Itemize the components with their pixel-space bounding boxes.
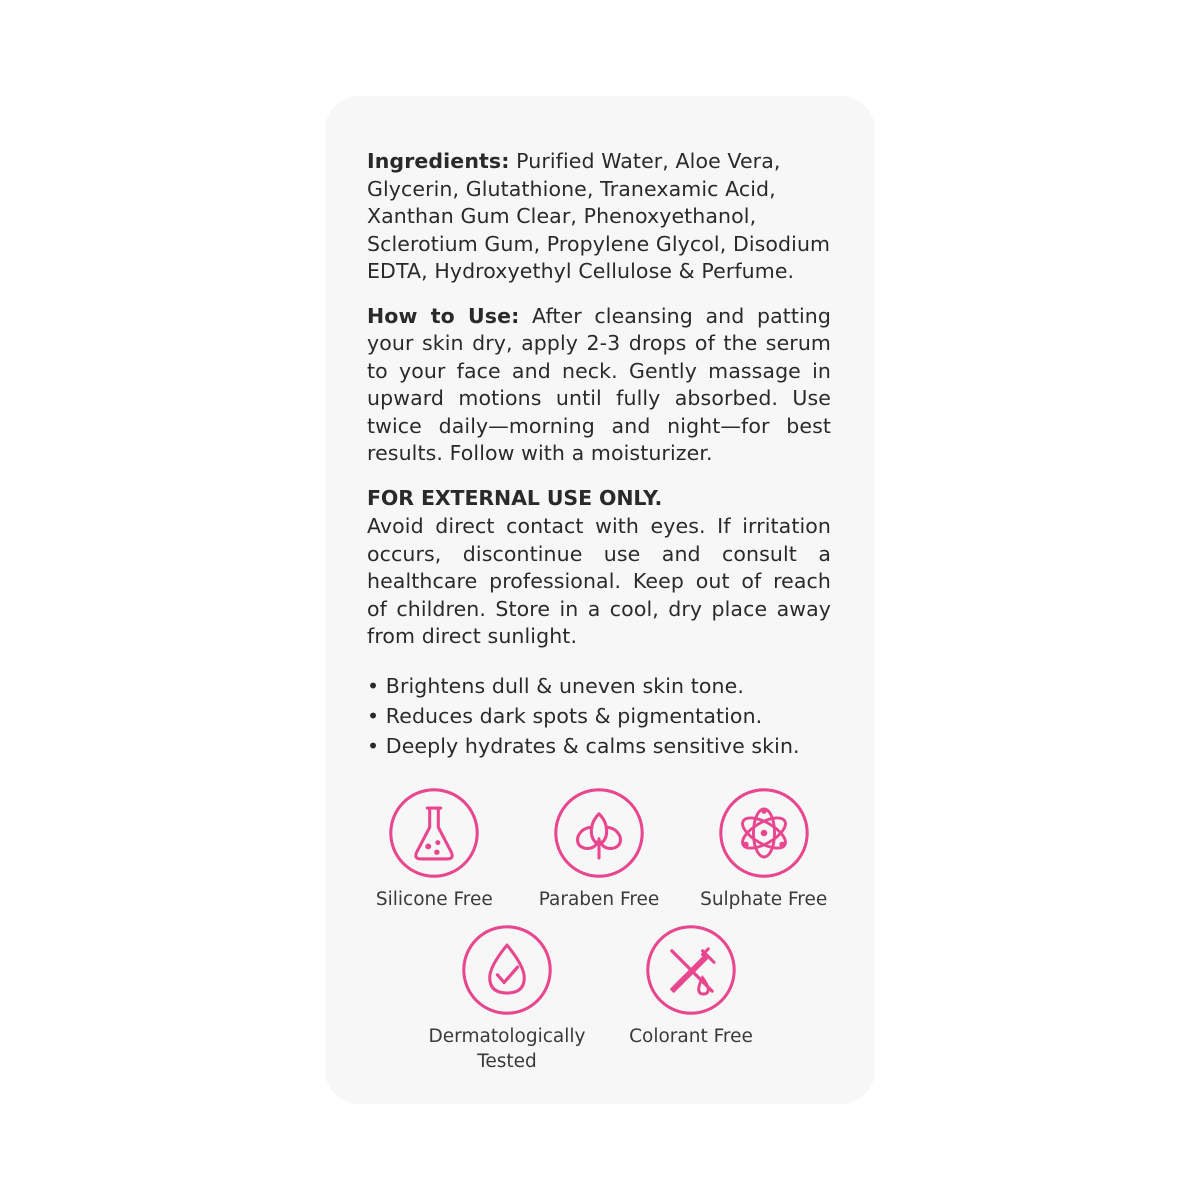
dropper-crossed-icon (643, 922, 739, 1018)
product-label-card (325, 96, 875, 1104)
badge-sulphate-free (696, 785, 831, 912)
ingredients-body: Purified Water, Aloe Vera, Glycerin, Glutathione, Tranexamic Acid, Xanthan Gum Clear, Phenoxyethanol, Sclerotium Gum, Propylene Glycol, Disodium EDTA, Hydroxyethyl Cellulose & Perfume. (367, 149, 831, 283)
benefits-list (367, 671, 831, 761)
flask-icon (386, 785, 482, 881)
how-to-use-body: After cleansing and patting your skin dry, apply 2-3 drops of the serum to your face and neck. Gently massage in upward motions until fully absorbed. Use twice daily—morning and night—for best results. Follow with a moisturizer. (367, 303, 832, 465)
list-item: • Reduces dark spots & pigmentation. (367, 703, 763, 728)
label-text (367, 148, 831, 761)
badge-row-top (367, 785, 831, 912)
badge-label: Colorant Free (629, 1025, 753, 1047)
certification-badges (367, 785, 831, 1074)
how-to-use-heading: How to Use: (367, 303, 520, 328)
list-item: • Deeply hydrates & calms sensitive skin. (367, 733, 800, 758)
badge-label: Sulphate Free (700, 888, 828, 910)
leaf-icon (551, 785, 647, 881)
badge-colorant-free (617, 922, 765, 1074)
caution-heading: FOR EXTERNAL USE ONLY. (367, 485, 663, 510)
badge-row-bottom (367, 922, 831, 1074)
atom-icon (716, 785, 812, 881)
ingredients-heading: Ingredients: (367, 149, 510, 173)
badge-dermatologically-tested (428, 922, 586, 1074)
badge-label: Paraben Free (538, 888, 660, 910)
ingredients-paragraph (367, 148, 831, 286)
list-item: • Brightens dull & uneven skin tone. (367, 673, 744, 698)
badge-label: Silicone Free (375, 888, 493, 910)
badge-paraben-free (532, 785, 667, 912)
droplet-check-icon (459, 922, 555, 1018)
badge-silicone-free (367, 785, 502, 912)
caution-body: Avoid direct contact with eyes. If irritation occurs, discontinue use and consult a healthcare professional. Keep out of reach of children. Store in a cool, dry place away from direct sunlight. (367, 514, 831, 648)
badge-label: Dermatologically Tested (428, 1025, 586, 1072)
how-to-use-paragraph (367, 303, 831, 468)
